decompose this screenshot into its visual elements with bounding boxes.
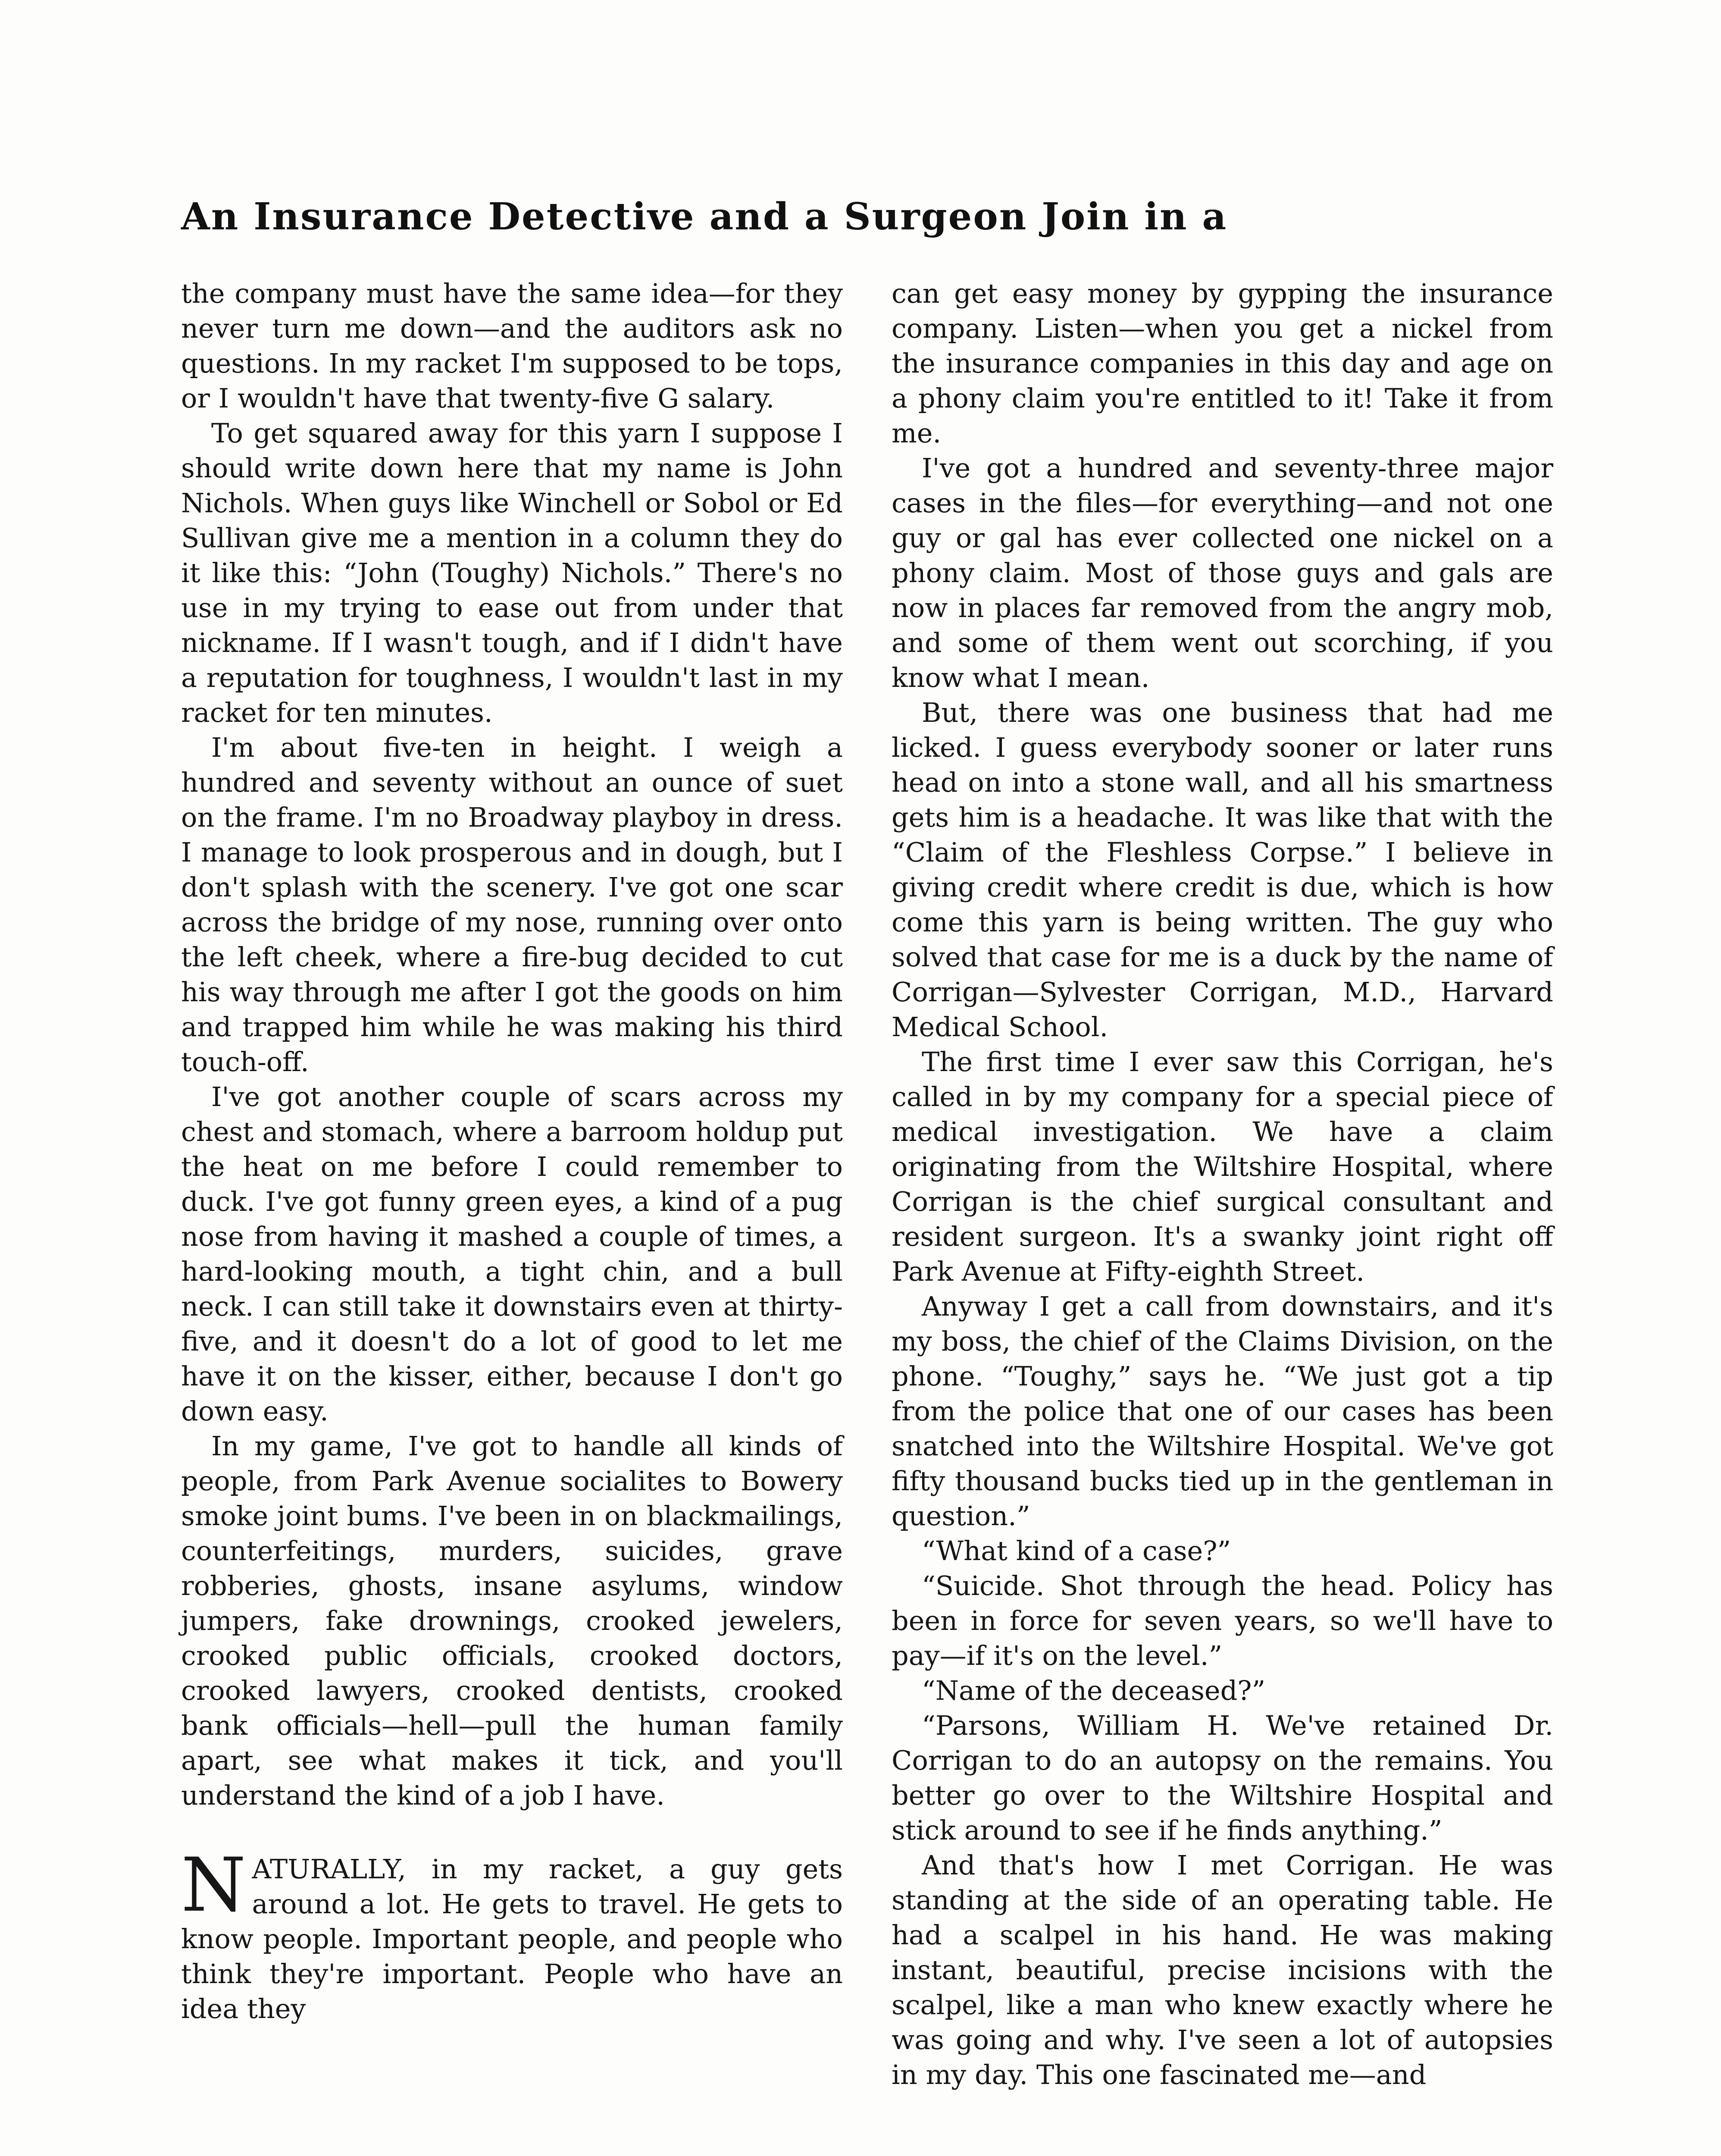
paragraph: Anyway I get a call from downstairs, and it's my boss, the chief of the Claims Division, on the phone. “Toughy,” says he. “We just got a tip from the police that one of our cases has been snatched into the Wiltshire Hospital. We've got fifty thousand bucks tied up in the gentleman in question.” [892,1291,1553,1532]
paragraph: But, there was one business that had me licked. I guess everybody sooner or later runs head on into a stone wall, and all his smartness gets him is a headache. It was like that with the “Claim of the Fleshless Corpse.” I believe in giving credit where credit is due, which is how come this yarn is being written. The guy who solved that case for me is a duck by the name of Corrigan—Sylvester Corrigan, M.D., Harvard Medical School. [892,697,1553,1043]
drop-cap-letter: N [181,1842,246,1928]
paragraph: In my game, I've got to handle all kinds of people, from Park Avenue socialites to Bowery smoke joint bums. I've been in on blackmailings, counterfeitings, murders, suicides, grave robberies, ghosts, insane asylums, window jumpers, fake drownings, crooked jewelers, crooked public officials, crooked doctors, crooked lawyers, crooked dentists, crooked bank officials—hell—pull the human family apart, see what makes it tick, and you'll understand the kind of a job I have. [181,1430,843,1811]
paragraph: “What kind of a case?” [922,1535,1231,1567]
paragraph: “Name of the deceased?” [922,1675,1266,1706]
paragraph: “Suicide. Shot through the head. Policy has been in force for seven years, so we'll have to pay—if it's on the level.” [892,1570,1553,1671]
paragraph: To get squared away for this yarn I suppose I should write down here that my name is John Nichols. When guys like Winchell or Sobol or Ed Sullivan give me a mention in a column they do it like this: “John (Toughy) Nichols.” There's no use in my trying to ease out from under that nickname. If I wasn't tough, and if I didn't have a reputation for toughness, I wouldn't last in my racket for ten minutes. [181,417,843,728]
paragraph: the company must have the same idea—for they never turn me down—and the auditors ask no questions. In my racket I'm supposed to be tops, or I wouldn't have that twenty-five G salary. [181,278,843,414]
paragraph: And that's how I met Corrigan. He was standing at the side of an operating table. He had a scalpel in his hand. He was making instant, beautiful, precise incisions with the scalpel, like a man who knew exactly where he was going and why. I've seen a lot of autopsies in my day. This one fascinated me—and [892,1849,1553,2090]
paragraph: can get easy money by gypping the insurance company. Listen—when you get a nickel from the insurance companies in this day and age on a phony claim you're entitled to it! Take it from me. [892,278,1553,449]
dropcap-paragraph [181,1842,843,2026]
left-column [181,276,843,2026]
paragraph: I've got another couple of scars across my chest and stomach, where a barroom holdup put the heat on me before I could remember to duck. I've got funny green eyes, a kind of a pug nose from having it mashed a couple of times, a hard-looking mouth, a tight chin, and a bull neck. I can still take it downstairs even at thirty-five, and it doesn't do a lot of good to let me have it on the kisser, either, because I don't go down easy. [181,1081,843,1427]
story-headline: An Insurance Detective and a Surgeon Join in a [181,195,1228,238]
paragraph: I've got a hundred and seventy-three major cases in the files—for everything—and not one guy or gal has ever collected one nickel on a phony claim. Most of those guys and gals are now in places far removed from the angry mob, and some of them went out scorching, if you know what I mean. [892,452,1553,693]
paragraph: “Parsons, William H. We've retained Dr. Corrigan to do an autopsy on the remains. You better go over to the Wiltshire Hospital and stick around to see if he finds anything.” [892,1710,1553,1846]
paragraph-text: ATURALLY, in my racket, a guy gets around a lot. He gets to travel. He gets to know people. Important people, and people who think they're important. People who have an idea they [181,1853,843,2024]
paragraph: The first time I ever saw this Corrigan, he's called in by my company for a special piece of medical investigation. We have a claim originating from the Wiltshire Hospital, where Corrigan is the chief surgical consultant and resident surgeon. It's a swanky joint right off Park Avenue at Fifty-eighth Street. [892,1046,1553,1287]
paragraph: I'm about five-ten in height. I weigh a hundred and seventy without an ounce of suet on the frame. I'm no Broadway playboy in dress. I manage to look prosperous and in dough, but I don't splash with the scenery. I've got one scar across the bridge of my nose, running over onto the left cheek, where a fire-bug decided to cut his way through me after I got the goods on him and trapped him while he was making his third touch-off. [181,732,843,1078]
right-column [892,276,1553,2092]
